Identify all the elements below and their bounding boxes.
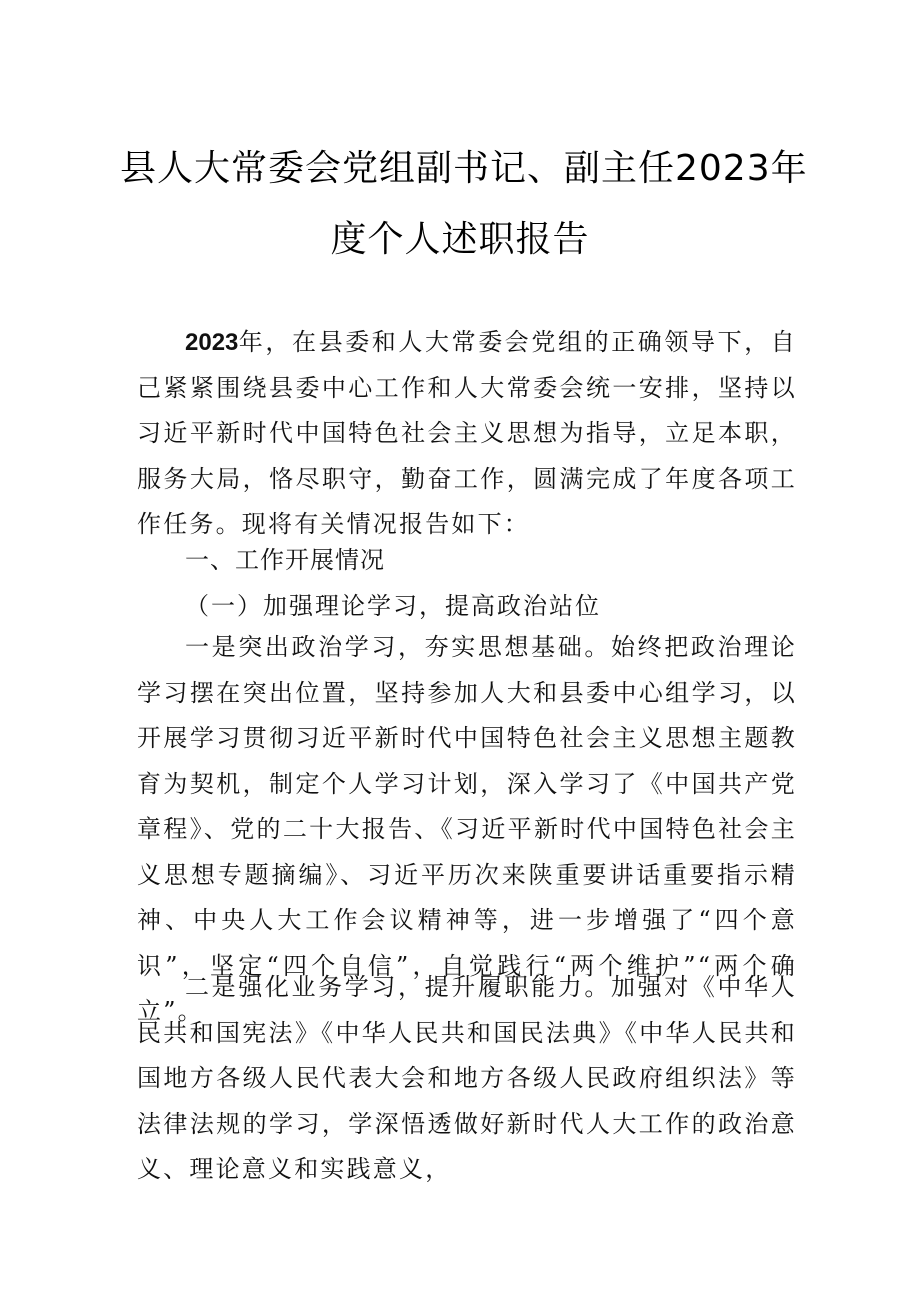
section-heading: 一、工作开展情况 [185, 546, 385, 574]
intro-text: 年，在县委和人大常委会党组的正确领导下，自己紧紧围绕县委中心工作和人大常委会统一安排，坚持以习近平新时代中国特色社会主义思想为指导，立足本职，服务大局，恪尽职守，勤奋工作，圆满完成了年度各项工作任务。现将有关情况报告如下： [137, 328, 797, 538]
subsection-heading: （一）加强理论学习，提高政治站位 [185, 592, 601, 620]
paragraph-political-study: 一是突出政治学习，夯实思想基础。始终把政治理论学习摆在突出位置，坚持参加人大和县委中心组学习，以开展学习贯彻习近平新时代中国特色社会主义思想主题教育为契机，制定个人学习计划，深入学习了《中国共产党章程》、党的二十大报告、《习近平新时代中国特色社会主义思想专题摘编》、习近平历次来陕重要讲话重要指示精神、中央人大工作会议精神等，进一步增强了“四个意识”，坚定“四个自信”，自觉践行“两个维护”“两个确立”。 [137, 633, 797, 1025]
intro-paragraph [137, 320, 797, 548]
paragraph-business-study: 二是强化业务学习，提升履职能力。加强对《中华人民共和国宪法》《中华人民共和国民法典》《中华人民共和国地方各级人民代表大会和地方各级人民政府组织法》等法律法规的学习，学深悟透做好新时代人大工作的政治意义、理论意义和实践意义， [137, 973, 797, 1183]
intro-year: 2023 [185, 329, 239, 356]
document-title-line-2: 度个人述职报告 [330, 219, 590, 260]
document-title-line-1: 县人大常委会党组副书记、副主任2023年 [120, 148, 808, 189]
